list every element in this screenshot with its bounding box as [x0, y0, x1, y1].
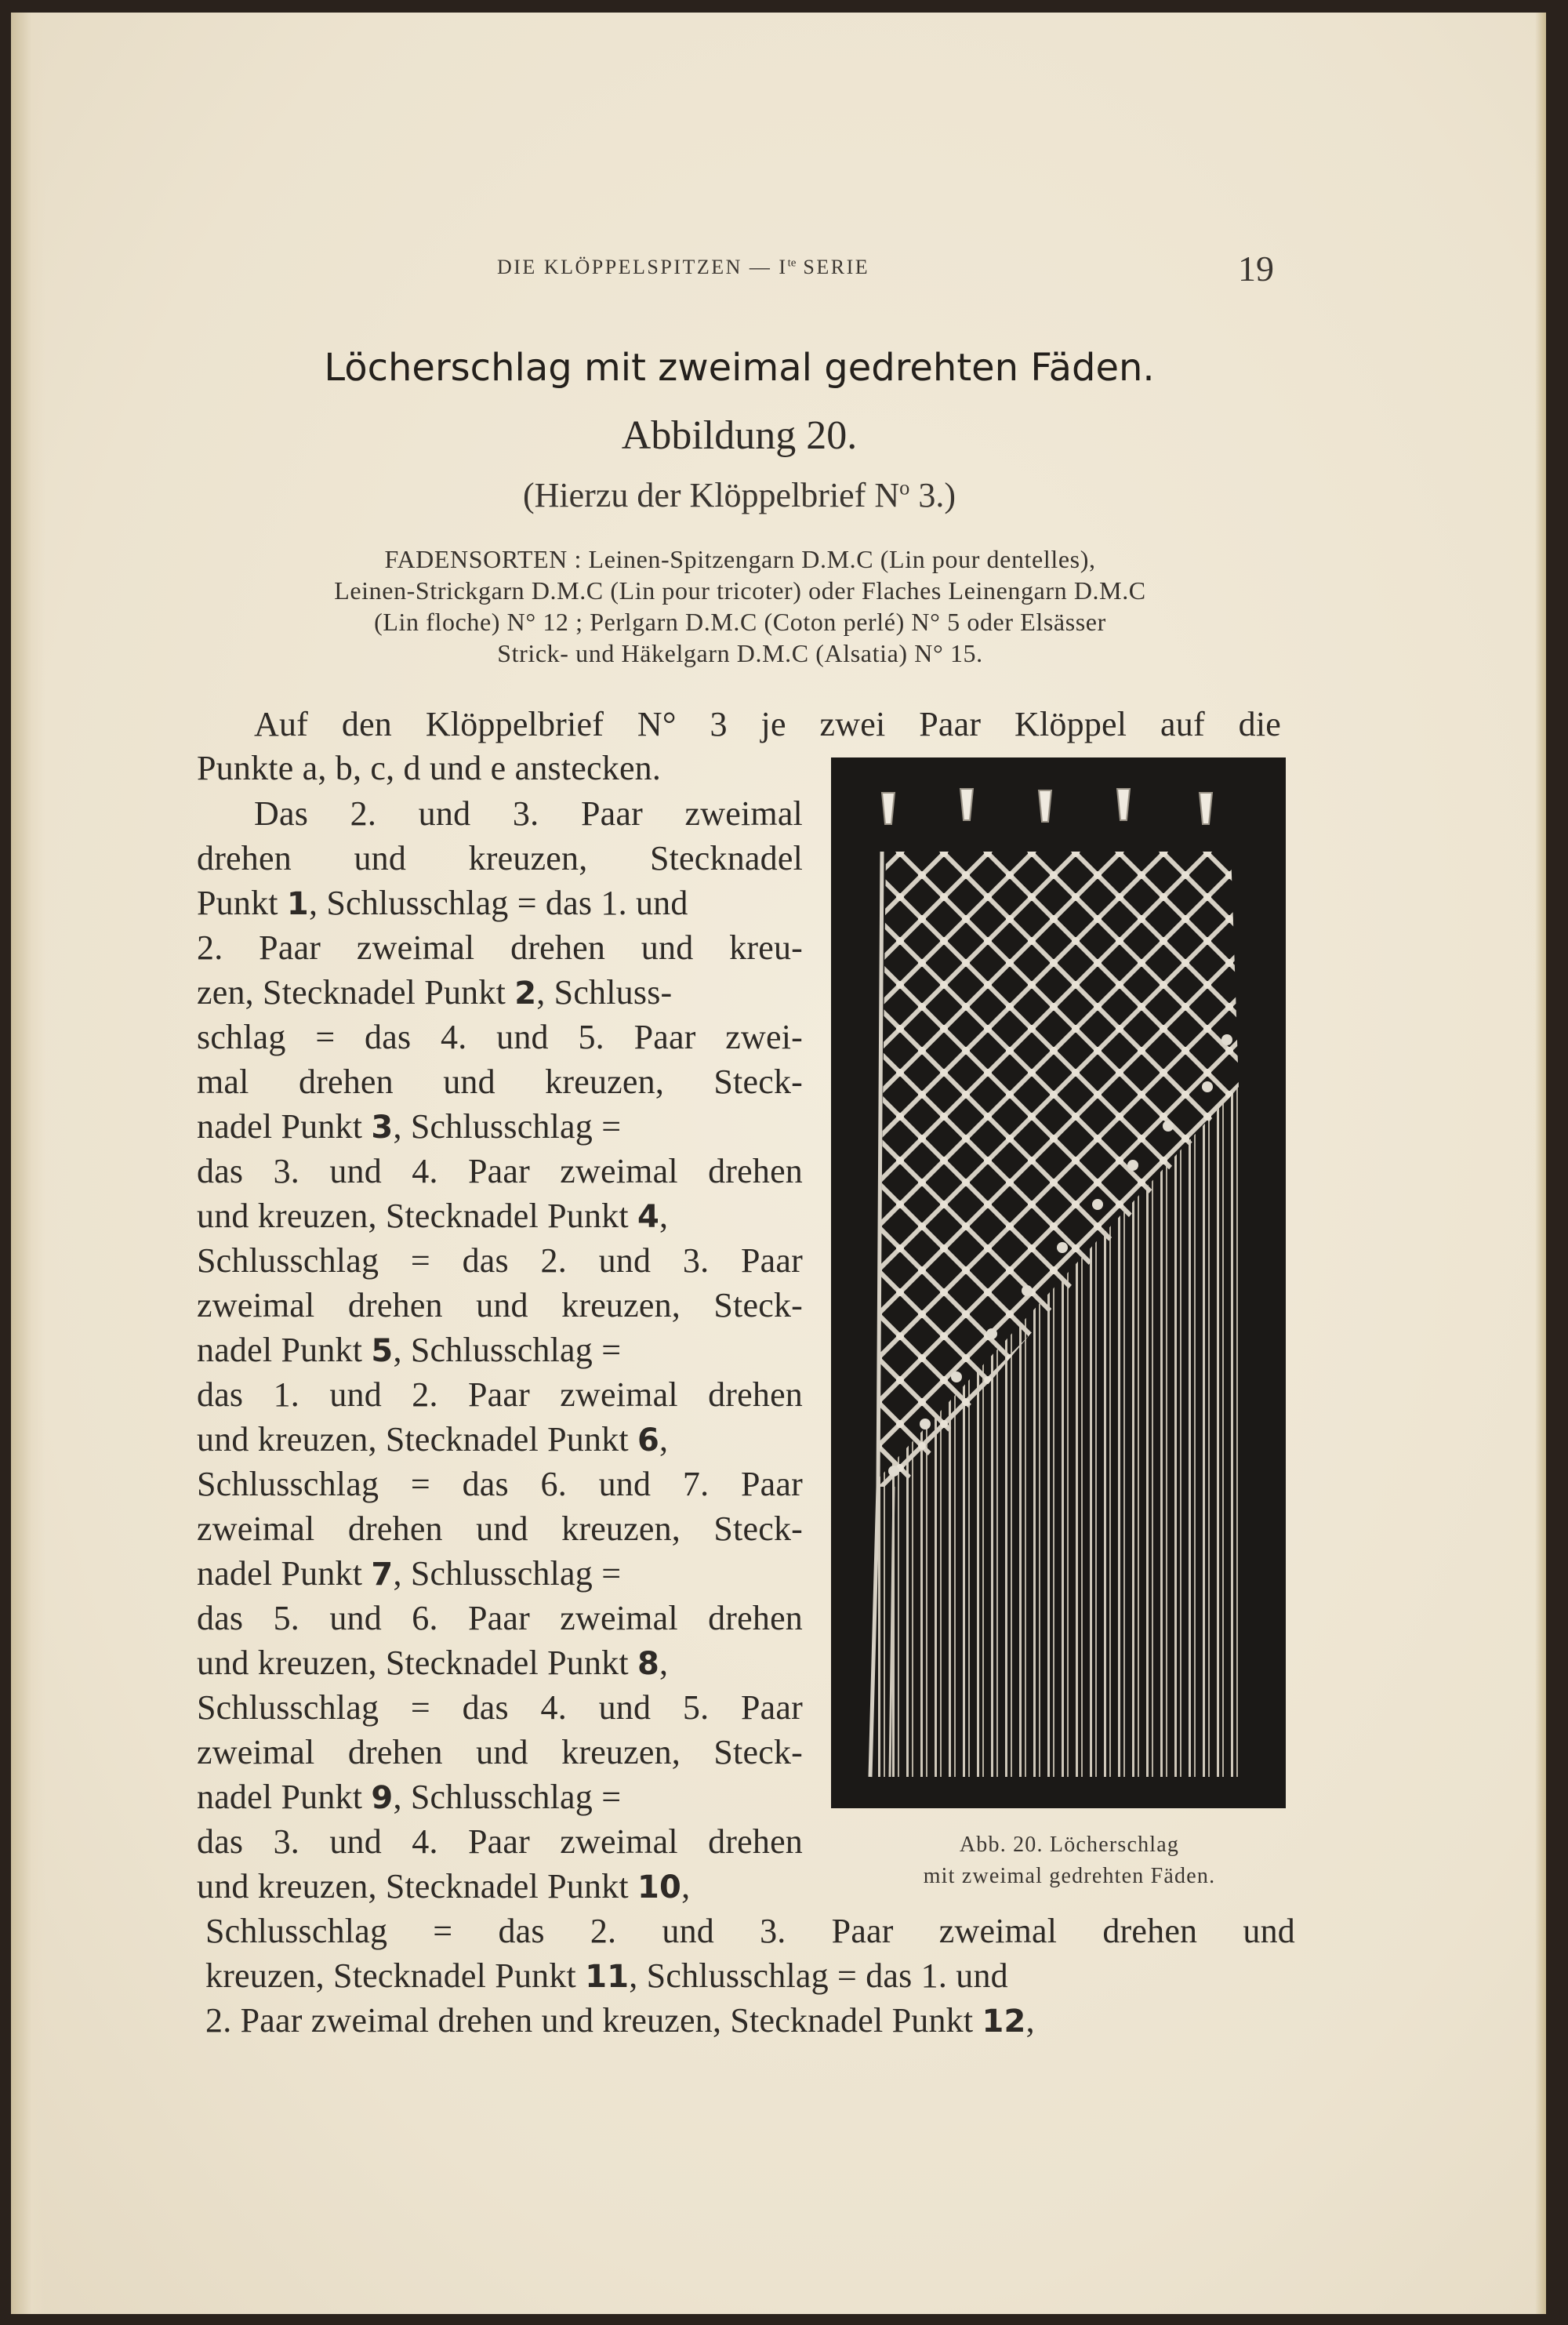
- text-line: das 3. und 4. Paar zweimal drehen: [197, 1822, 803, 1861]
- thread-materials: [207, 543, 1273, 669]
- text-line: Punkt 1, Schlusschlag = das 1. und: [197, 884, 688, 922]
- materials-line: (Lin floche) N° 12 ; Perlgarn D.M.C (Coton perlé) N° 5 oder Elsässer: [374, 608, 1106, 636]
- text-line: 2. Paar zweimal drehen und kreu-: [197, 928, 803, 967]
- text-line: Schlusschlag = das 6. und 7. Paar: [197, 1465, 803, 1503]
- text-line: kreuzen, Stecknadel Punkt 11, Schlusschlag = das 1. und: [205, 1956, 1008, 1995]
- text-line: mal drehen und kreuzen, Steck-: [197, 1063, 803, 1101]
- text-line: das 5. und 6. Paar zweimal drehen: [197, 1599, 803, 1637]
- text-line: Schlusschlag = das 4. und 5. Paar: [197, 1688, 803, 1727]
- text-line: 2. Paar zweimal drehen und kreuzen, Stecknadel Punkt 12,: [205, 2001, 1035, 2040]
- text-line: nadel Punkt 5, Schlusschlag =: [197, 1331, 622, 1369]
- materials-line: Strick- und Häkelgarn D.M.C (Alsatia) N° 15.: [497, 639, 983, 667]
- caption-line: mit zweimal gedrehten Fäden.: [923, 1864, 1216, 1888]
- text-line: zweimal drehen und kreuzen, Steck-: [197, 1286, 803, 1324]
- book-page: [11, 13, 1546, 2314]
- materials-line: FADENSORTEN : Leinen-Spitzengarn D.M.C (Lin pour dentelles),: [384, 545, 1096, 573]
- text-line: nadel Punkt 3, Schlusschlag =: [197, 1107, 622, 1146]
- text-line: nadel Punkt 7, Schlusschlag =: [197, 1554, 622, 1593]
- section-title: Löcherschlag mit zweimal gedrehten Fäden.: [324, 346, 1155, 390]
- text-line: zweimal drehen und kreuzen, Steck-: [197, 1509, 803, 1548]
- text-line: drehen und kreuzen, Stecknadel: [197, 839, 803, 877]
- page-number: 19: [1238, 249, 1274, 289]
- text-line: zen, Stecknadel Punkt 2, Schluss-: [197, 973, 673, 1012]
- figure-caption: [842, 1829, 1297, 1892]
- lace-illustration: [831, 757, 1286, 1808]
- text-line: und kreuzen, Stecknadel Punkt 4,: [197, 1197, 669, 1235]
- caption-line: Abb. 20. Löcherschlag: [959, 1833, 1180, 1857]
- materials-line: Leinen-Strickgarn D.M.C (Lin pour tricoter) oder Flaches Leinengarn D.M.C: [334, 576, 1146, 605]
- text-line: Auf den Klöppelbrief N° 3 je zwei Paar Klöppel auf die: [254, 705, 1281, 743]
- pattern-note: (Hierzu der Klöppelbrief $N^o$ 3.): [523, 475, 956, 514]
- lace-photograph: [831, 757, 1286, 1808]
- text-line: zweimal drehen und kreuzen, Steck-: [197, 1733, 803, 1771]
- text-line: und kreuzen, Stecknadel Punkt 6,: [197, 1420, 669, 1459]
- text-line: das 1. und 2. Paar zweimal drehen: [197, 1375, 803, 1414]
- page-edge: [1535, 13, 1546, 2314]
- text-line: das 3. und 4. Paar zweimal drehen: [197, 1152, 803, 1190]
- text-line: nadel Punkt 9, Schlusschlag =: [197, 1778, 622, 1816]
- text-line: Punkte a, b, c, d und e anstecken.: [197, 749, 662, 787]
- figure-reference: Abbildung 20.: [621, 413, 858, 458]
- text-line: Schlusschlag = das 2. und 3. Paar zweimal drehen und: [205, 1912, 1295, 1950]
- text-line: und kreuzen, Stecknadel Punkt 10,: [197, 1867, 691, 1905]
- text-line: schlag = das 4. und 5. Paar zwei-: [197, 1018, 803, 1056]
- running-head: DIE KLÖPPELSPITZEN — $I^{te}$ SERIE: [497, 256, 870, 278]
- text-line: Das 2. und 3. Paar zweimal: [254, 794, 803, 833]
- text-line: Schlusschlag = das 2. und 3. Paar: [197, 1241, 803, 1280]
- text-line: und kreuzen, Stecknadel Punkt 8,: [197, 1644, 669, 1682]
